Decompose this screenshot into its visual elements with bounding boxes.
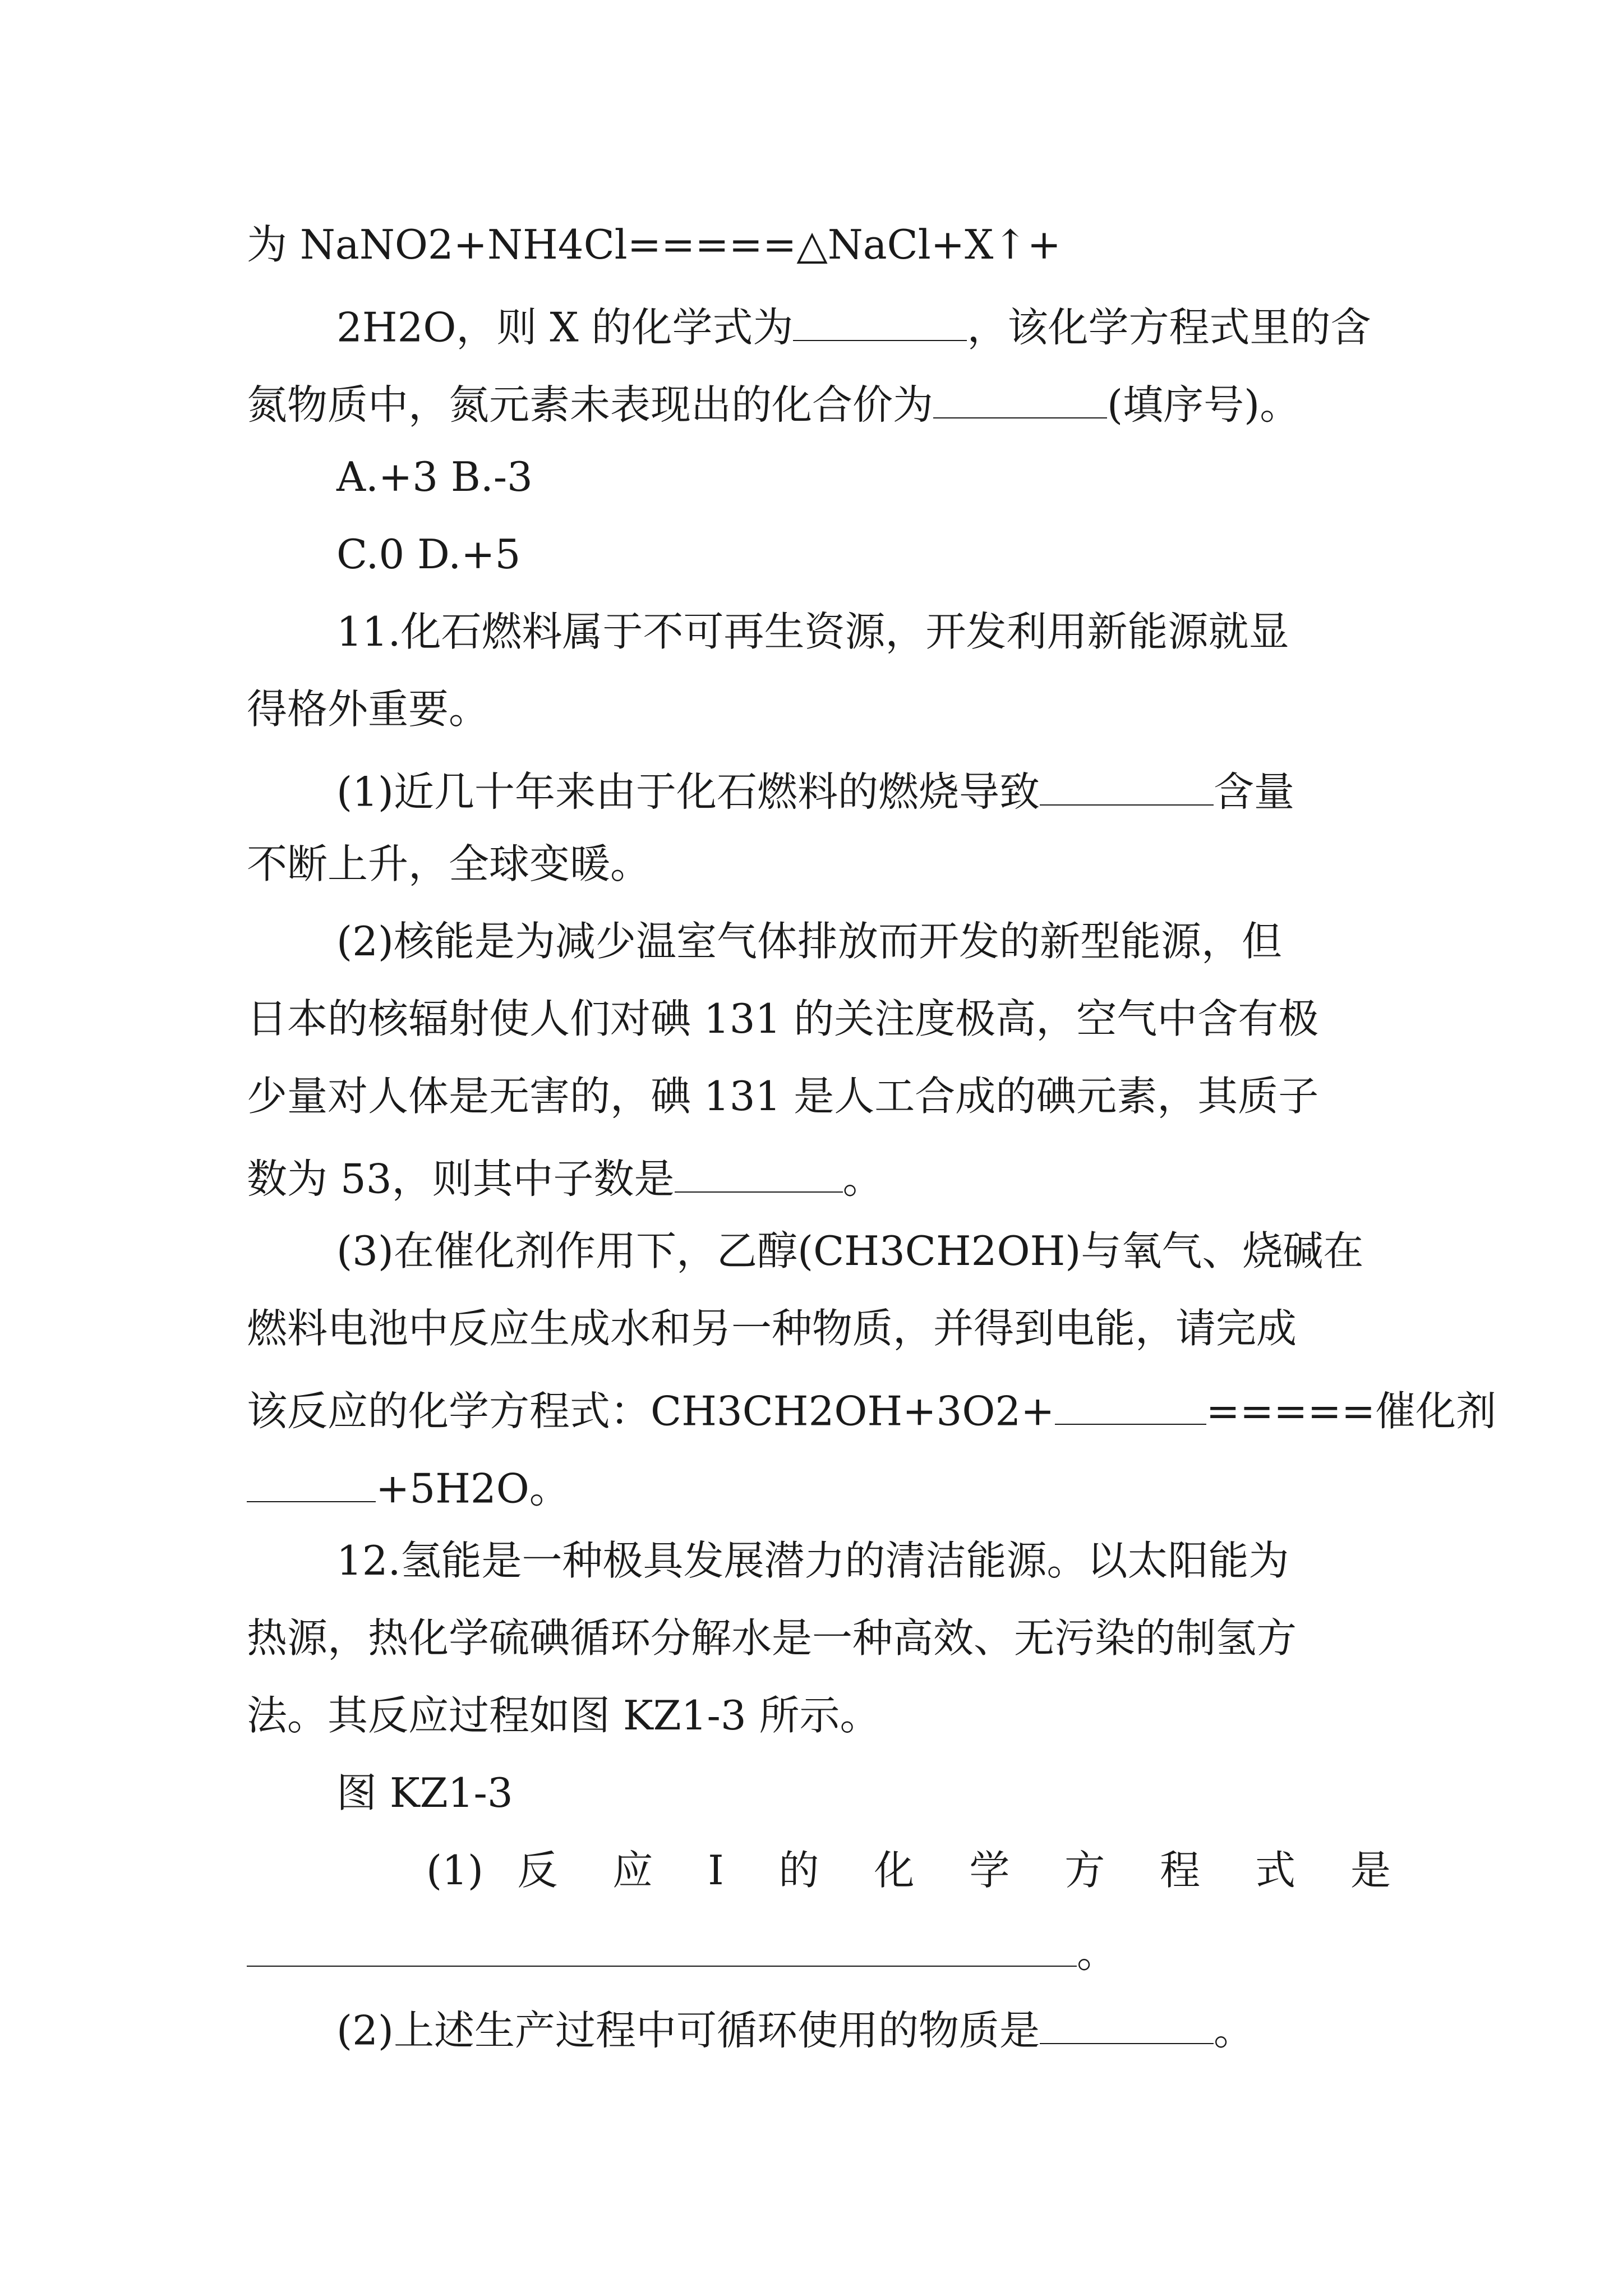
option-line: [336, 531, 1391, 578]
text-segment: 。: [842, 1155, 883, 1203]
text-segment: (2)上述生产过程中可循环使用的物质是: [336, 2007, 1040, 2054]
text-segment: 。: [1077, 1929, 1118, 1977]
caption-text: 图 KZ1-3: [336, 1769, 513, 1816]
text-segment: 燃料电池中反应生成水和另一种物质，并得到电能，请完成: [247, 1305, 1297, 1352]
figure-caption: [336, 1769, 1391, 1816]
text-line: [247, 379, 1391, 429]
text-line: [247, 1386, 1497, 1435]
text-segment: 该反应的化学方程式：CH3CH2OH+3O2+: [247, 1387, 1055, 1435]
text-segment: 不断上升，全球变暖。: [247, 840, 651, 887]
option-line: [336, 453, 1391, 500]
text-segment: 法。其反应过程如图 KZ1-3 所示。: [247, 1692, 880, 1739]
text-segment: 少量对人体是无害的，碘 131 是人工合成的碘元素，其质子: [247, 1073, 1319, 1120]
text-segment: 为 NaNO2+NH4Cl=====△NaCl+X↑+: [247, 221, 1061, 268]
text-line: [336, 2005, 1391, 2054]
text-segment: 数为 53，则其中子数是: [247, 1155, 675, 1203]
text-line: [247, 1614, 1391, 1662]
question-12-heading: [336, 1537, 1391, 1584]
option-text: C.0 D.+5: [336, 531, 521, 578]
text-segment: (填序号)。: [1107, 381, 1301, 429]
text-line: [247, 995, 1391, 1042]
option-text: A.+3 B.-3: [336, 453, 533, 500]
text-segment: 得格外重要。: [247, 685, 490, 733]
text-segment: (2)核能是为减少温室气体排放而开发的新型能源，但: [336, 918, 1282, 965]
answer-blank: [933, 379, 1107, 418]
text-segment: 12.氢能是一种极具发展潜力的清洁能源。以太阳能为: [336, 1537, 1289, 1584]
answer-blank: [247, 1463, 376, 1502]
answer-blank: [247, 1927, 1077, 1967]
text-line: [247, 1305, 1391, 1352]
text-segment: 热源，热化学硫碘循环分解水是一种高效、无污染的制氢方: [247, 1614, 1297, 1662]
text-line: (1) 反 应 Ⅰ 的 化 学 方 程 式 是: [426, 1847, 1391, 1894]
text-segment: (1)近几十年来由于化石燃料的燃烧导致: [336, 768, 1040, 816]
text-segment: 11.化石燃料属于不可再生资源，开发利用新能源就显: [336, 608, 1289, 655]
answer-blank: [1040, 766, 1214, 806]
text-segment: ，该化学方程式里的含: [967, 303, 1371, 351]
text-segment: +5H2O。: [376, 1465, 570, 1512]
text-segment: (3)在催化剂作用下，乙醇(CH3CH2OH)与氧气、烧碱在: [336, 1227, 1364, 1274]
text-line: [336, 918, 1391, 965]
text-line: [247, 1927, 1391, 1977]
text-segment: =====催化剂: [1206, 1387, 1497, 1435]
text-segment: 含量: [1214, 768, 1295, 816]
text-segment: 氮物质中，氮元素未表现出的化合价为: [247, 381, 934, 429]
text-line: [247, 840, 1391, 887]
text-line: [336, 766, 1391, 816]
text-segment: 。: [1214, 2007, 1255, 2054]
text-segment: 日本的核辐射使人们对碘 131 的关注度极高，空气中含有极: [247, 995, 1319, 1042]
text-line: [247, 1073, 1391, 1120]
text-line: [247, 221, 1391, 268]
text-segment: 2H2O，则 X 的化学式为: [336, 303, 794, 351]
text-line: [336, 302, 1391, 351]
text-line: [247, 1153, 1391, 1203]
answer-blank: [1040, 2005, 1214, 2044]
answer-blank: [675, 1153, 843, 1193]
answer-blank: [793, 302, 967, 341]
question-11-heading: [336, 608, 1391, 655]
text-line: [336, 1227, 1391, 1274]
text-line: [247, 1463, 1391, 1512]
text-line: [247, 685, 1391, 733]
answer-blank: [1055, 1386, 1206, 1425]
text-line: [247, 1692, 1391, 1739]
